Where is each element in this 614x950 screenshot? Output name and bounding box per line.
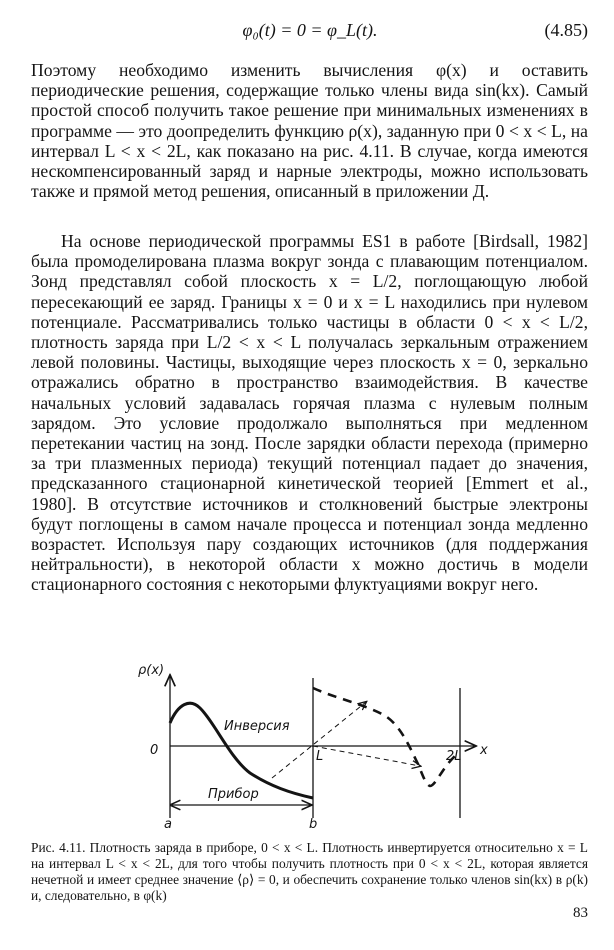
charge-density-plot (120, 648, 520, 838)
density-curve (170, 703, 313, 798)
inversion-label: Инверсия (224, 719, 290, 734)
inversion-arrow-2 (313, 746, 420, 766)
paragraph-1: Поэтому необходимо изменить вычисления φ(x) и оставить периодические решения, содержащие только члены вида sin(kx). Самый простой способ получить такое решение при минимальных изменениях в программе — это доопределить функцию ρ(x), заданную при 0 < x < L, на интервал L < x < 2L, как показано на рис. 4.11. В случае, когда имеются нескомпенсированный заряд и нарные электроды, можно использовать также и прямой метод решения, описанный в приложении Д. (31, 60, 588, 202)
paragraph-2: На основе периодической программы ES1 в работе [Birdsall, 1982] была промоделирована плазма вокруг зонда с плавающим потенциалом. Зонд представлял собой плоскость x = L/2, поглощающую любой пересекающий ее заряд. Границы x = 0 и x = L находились при нулевом потенциале. Рассматривались только частицы в области 0 < x < L/2, плотность заряда при L/2 < x < L получалась зеркальным отражением левой половины. Частицы, выходящие через плоскость x = 0, зеркально отражались обратно в пространство взаимодействия. В качестве начальных условий задавалась горячая плазма с нулевым полным зарядом. Это условие продолжало выполняться при медленном перетекании частиц на зонд. После зарядки области перехода (примерно за три плазменных периода) текущий потенциал падает до значения, предсказанного стационарной кинетической теорией [Emmert et al., 1980]. В отсутствие источников и столкновений быстрые электроны будут поглощены в самом начале процесса и потенциал зонда медленно возрастет. Используя пару создающих источников (для поддержания нейтральности), в некоторой области x можно достичь в модели стационарного состояния с некоторыми флуктуациями вокруг него. (31, 231, 588, 595)
inversion-arrow-1 (272, 702, 366, 778)
x-axis-label: x (480, 743, 488, 758)
tick-label-L: L (316, 749, 324, 764)
figure-4-11 (120, 648, 520, 838)
device-label: Прибор (208, 787, 259, 802)
equation-number: (4.85) (544, 20, 588, 40)
figure-caption: Рис. 4.11. Плотность заряда в приборе, 0 < x < L. Плотность инвертируется относительно x = L на интервал L < x < 2L, для того чтобы получить плотность при 0 < x < 2L, которая является нечетной и имеет среднее значение ⟨ρ⟩ = 0, и обеспечить сохранение только членов sin(kx) в ρ(k) и, следовательно, в φ(k) (31, 840, 588, 903)
equation-4-85 (32, 20, 588, 48)
y-axis-label: ρ(x) (138, 663, 165, 678)
point-a-label: a (164, 817, 172, 832)
equation-text: φ₀(t) = 0 = φ_L(t). (242, 20, 378, 40)
inverted-curve (313, 688, 460, 786)
point-b-label: b (309, 817, 318, 832)
page-number: 83 (573, 905, 588, 921)
origin-label: 0 (150, 743, 159, 758)
tick-label-2L: 2L (446, 749, 462, 764)
